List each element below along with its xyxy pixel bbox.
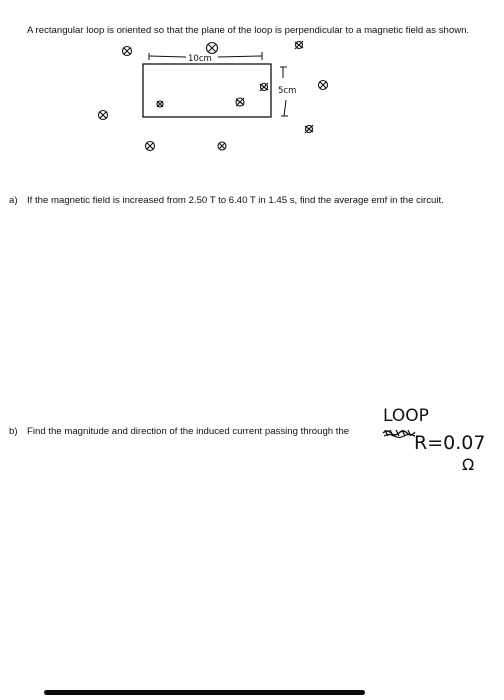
handwritten-loop-word: LOOP — [383, 406, 429, 426]
field-symbol — [157, 101, 163, 107]
field-symbol — [207, 43, 218, 54]
field-symbol — [218, 142, 226, 150]
field-symbol — [305, 125, 313, 133]
width-label: 5cm — [278, 86, 297, 96]
problem-intro: A rectangular loop is oriented so that the plane of the loop is perpendicular to a magnetic field as shown. — [27, 25, 470, 36]
question-b-label: b) — [9, 426, 18, 437]
rectangular-loop — [143, 64, 271, 117]
field-symbol — [319, 81, 328, 90]
handwritten-ohm-unit: Ω — [462, 455, 475, 474]
question-a-label: a) — [9, 195, 18, 206]
field-symbol — [295, 41, 303, 49]
handwritten-resistance: R=0.07 — [414, 432, 486, 454]
question-b-text: Find the magnitude and direction of the induced current passing through the — [27, 426, 350, 437]
field-symbol — [260, 83, 268, 91]
field-symbol — [236, 98, 244, 106]
question-b — [9, 425, 429, 438]
length-label: 10cm — [188, 54, 212, 64]
home-indicator-bar[interactable] — [44, 690, 365, 695]
question-a — [9, 194, 479, 207]
question-a-text: If the magnetic field is increased from 2.50 T to 6.40 T in 1.45 s, find the average emf in the circuit. — [27, 195, 444, 206]
field-symbol — [146, 142, 155, 151]
field-symbol — [99, 111, 108, 120]
field-symbol — [123, 47, 132, 56]
